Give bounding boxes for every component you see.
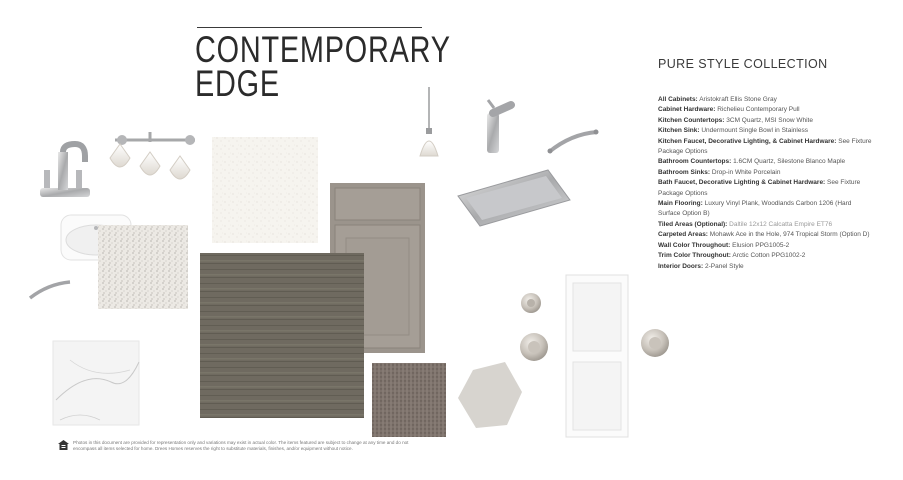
spec-label: Wall Color Throughout:	[658, 241, 731, 249]
spec-label: Kitchen Faucet, Decorative Lighting, & Cabinet Hardware:	[658, 137, 837, 145]
spec-label: Interior Doors:	[658, 262, 704, 270]
title-line-2: EDGE	[195, 63, 280, 104]
spec-label: Cabinet Hardware:	[658, 106, 716, 114]
spec-value: Undermount Single Bowl in Stainless	[701, 127, 808, 135]
spec-label: Main Flooring:	[658, 200, 703, 208]
spec-label: Kitchen Sink:	[658, 127, 700, 135]
spec-value: Drop-in White Porcelain	[711, 168, 781, 176]
carpet-swatch	[372, 363, 446, 437]
equal-housing-icon	[58, 440, 69, 450]
collection-heading: PURE STYLE COLLECTION	[658, 57, 828, 71]
disclaimer-text: Photos in this document are provided for representation only and variations may exist in actual color. The items featured are subject to change at any time and do not encompass all items selected for home. Drees Homes reserves the right to substitute materials, finishes, and/or equipment without notice.	[73, 440, 409, 452]
tile-swatch	[53, 341, 139, 425]
vanity-light-icon	[110, 132, 195, 179]
spec-label: Kitchen Countertops:	[658, 116, 725, 124]
spec-label: Tiled Areas (Optional):	[658, 220, 728, 228]
pendant-light-icon	[420, 87, 438, 156]
kitchen-countertop-swatch	[212, 137, 318, 243]
spec-label: Carpeted Areas:	[658, 231, 708, 239]
spec-value: Daltile 12x12 Calcatta Empire ET76	[729, 220, 833, 228]
bathroom-countertop-swatch	[98, 225, 188, 309]
spec-value: Aristokraft Ellis Stone Gray	[699, 96, 777, 103]
interior-door-swatch	[566, 275, 628, 437]
spec-label: Bath Faucet, Decorative Lighting & Cabinet Hardware:	[658, 179, 826, 187]
bath-pull-icon	[30, 282, 70, 298]
kitchen-sink-icon	[458, 170, 570, 226]
spec-value: See Fixture Package Options	[658, 137, 872, 156]
spec-label: Bathroom Countertops:	[658, 158, 732, 166]
spec-value: Mohawk Ace in the Hole, 974 Tropical Storm (Option D)	[709, 231, 870, 239]
spec-value: Elusion PPG1005-2	[732, 241, 790, 249]
spec-value: 1.6CM Quartz, Silestone Blanco Maple	[733, 158, 846, 166]
spec-value: See Fixture Package Options	[658, 179, 861, 197]
cabinet-pull-icon	[549, 132, 597, 152]
spec-value: 2-Panel Style	[704, 262, 744, 270]
spec-label: Bathroom Sinks:	[658, 168, 711, 176]
spec-label: Trim Color Throughout:	[658, 252, 731, 260]
spec-value: Arctic Cotton PPG1002-2	[732, 252, 806, 260]
kitchen-faucet-icon	[487, 100, 511, 153]
spec-label: All Cabinets:	[658, 96, 698, 103]
title-line-1: CONTEMPORARY	[195, 29, 451, 70]
bath-faucet-icon	[40, 144, 90, 197]
spec-value: Luxury Vinyl Plank, Woodlands Carbon 1206 (Hard Surface Option B)	[658, 200, 852, 218]
spec-value: 3CM Quartz, MSI Snow White	[726, 116, 813, 124]
spec-value: Richelieu Contemporary Pull	[717, 106, 800, 114]
wall-paint-swatch	[458, 362, 522, 428]
